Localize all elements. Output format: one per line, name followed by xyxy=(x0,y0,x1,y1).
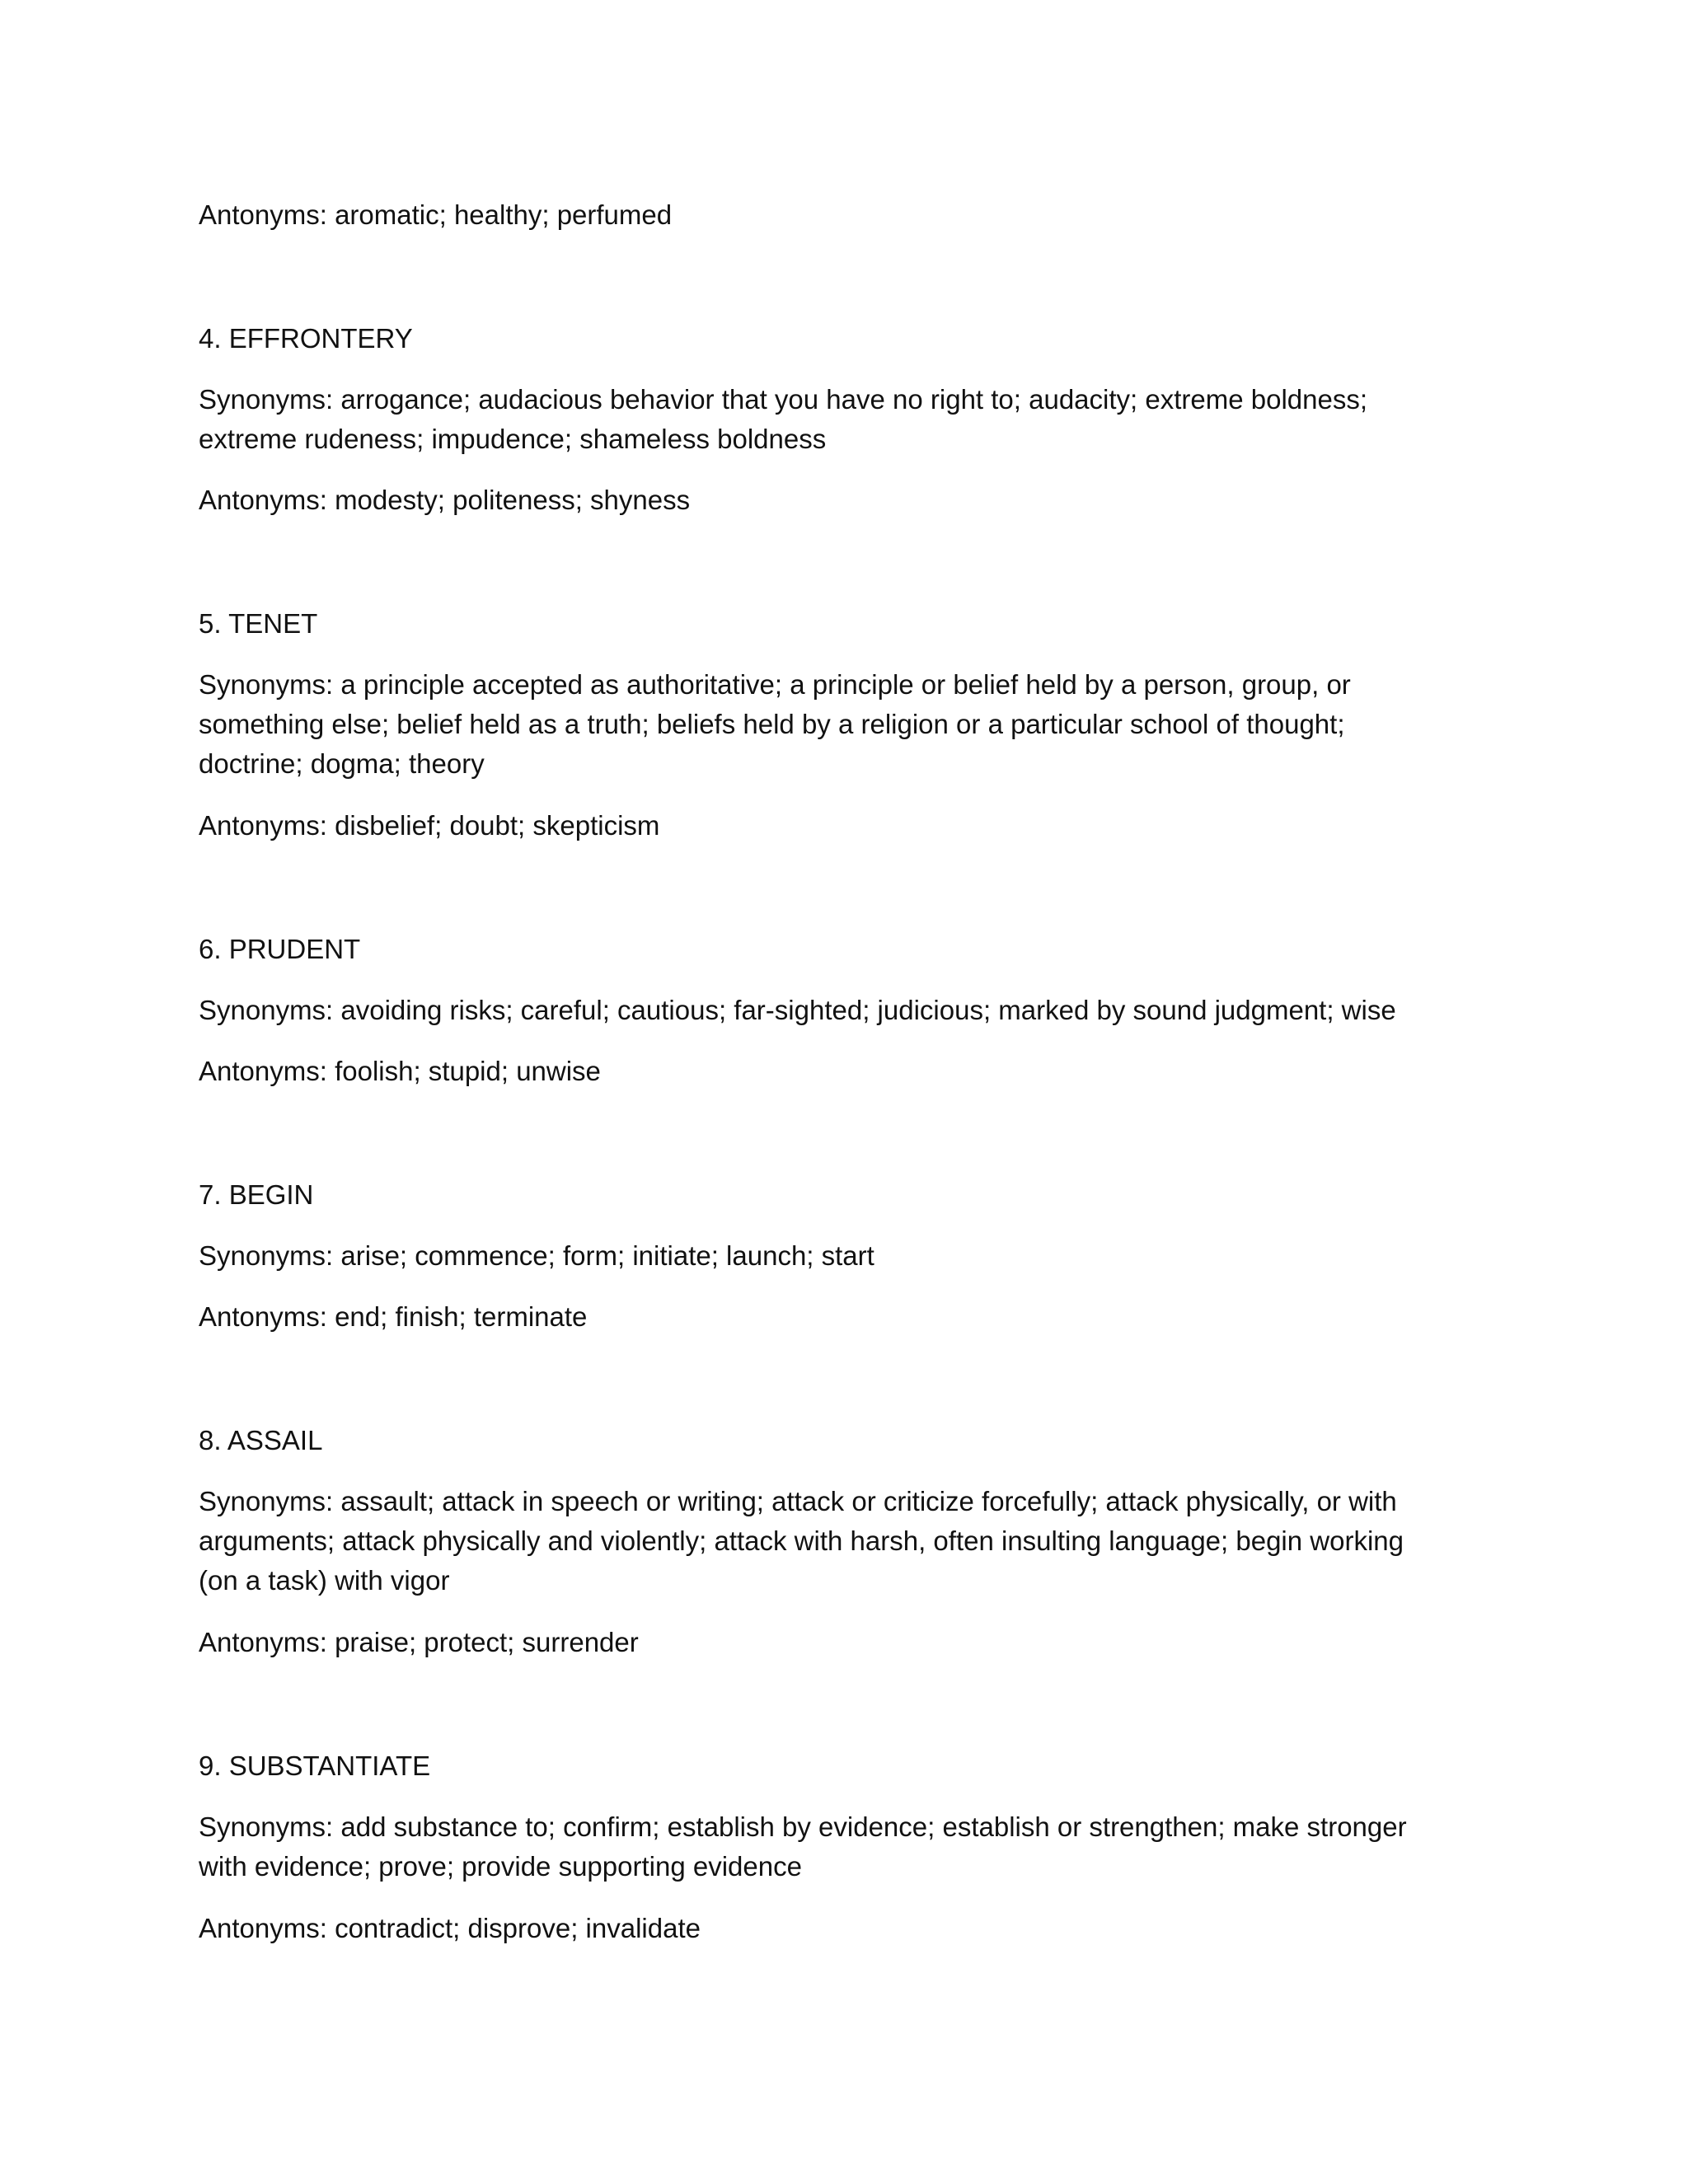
entry-synonyms-line: Synonyms: arise; commence; form; initiate; launch; start xyxy=(199,1240,874,1271)
entry-heading: 9. SUBSTANTIATE xyxy=(199,1750,431,1781)
entry-synonyms-line: Synonyms: a principle accepted as authoritative; a principle or belief held by a person, group, or xyxy=(199,669,1351,700)
entry-synonyms-line: (on a task) with vigor xyxy=(199,1565,450,1596)
entry-synonyms-line: extreme rudeness; impudence; shameless boldness xyxy=(199,424,827,454)
entry-heading: 6. PRUDENT xyxy=(199,934,361,964)
entry-synonyms-line: with evidence; prove; provide supporting evidence xyxy=(199,1851,802,1882)
entry-synonyms-line: Synonyms: assault; attack in speech or writing; attack or criticize forcefully; attack physically, or with xyxy=(199,1486,1397,1516)
entry-synonyms-line: Synonyms: arrogance; audacious behavior that you have no right to; audacity; extreme boldness; xyxy=(199,384,1368,415)
entry-heading: 5. TENET xyxy=(199,608,318,639)
entry-heading: 4. EFFRONTERY xyxy=(199,323,413,354)
entry-antonyms: Antonyms: contradict; disprove; invalidate xyxy=(199,1913,701,1943)
entry-antonyms: Antonyms: foolish; stupid; unwise xyxy=(199,1056,601,1086)
entry-synonyms-line: doctrine; dogma; theory xyxy=(199,748,485,779)
intro-antonyms: Antonyms: aromatic; healthy; perfumed xyxy=(199,199,673,230)
entry-antonyms: Antonyms: modesty; politeness; shyness xyxy=(199,485,691,515)
entry-synonyms-line: arguments; attack physically and violently; attack with harsh, often insulting language; begin working xyxy=(199,1526,1404,1556)
entry-antonyms: Antonyms: end; finish; terminate xyxy=(199,1301,588,1332)
entry-antonyms: Antonyms: disbelief; doubt; skepticism xyxy=(199,810,660,841)
entry-antonyms: Antonyms: praise; protect; surrender xyxy=(199,1627,639,1657)
entry-synonyms-line: something else; belief held as a truth; beliefs held by a religion or a particular school of thought; xyxy=(199,709,1345,739)
entry-synonyms-line: Synonyms: avoiding risks; careful; cautious; far-sighted; judicious; marked by sound judgment; wise xyxy=(199,995,1396,1025)
entry-heading: 7. BEGIN xyxy=(199,1179,314,1210)
entry-synonyms-line: Synonyms: add substance to; confirm; establish by evidence; establish or strengthen; make stronger xyxy=(199,1811,1407,1842)
entry-heading: 8. ASSAIL xyxy=(199,1425,323,1455)
